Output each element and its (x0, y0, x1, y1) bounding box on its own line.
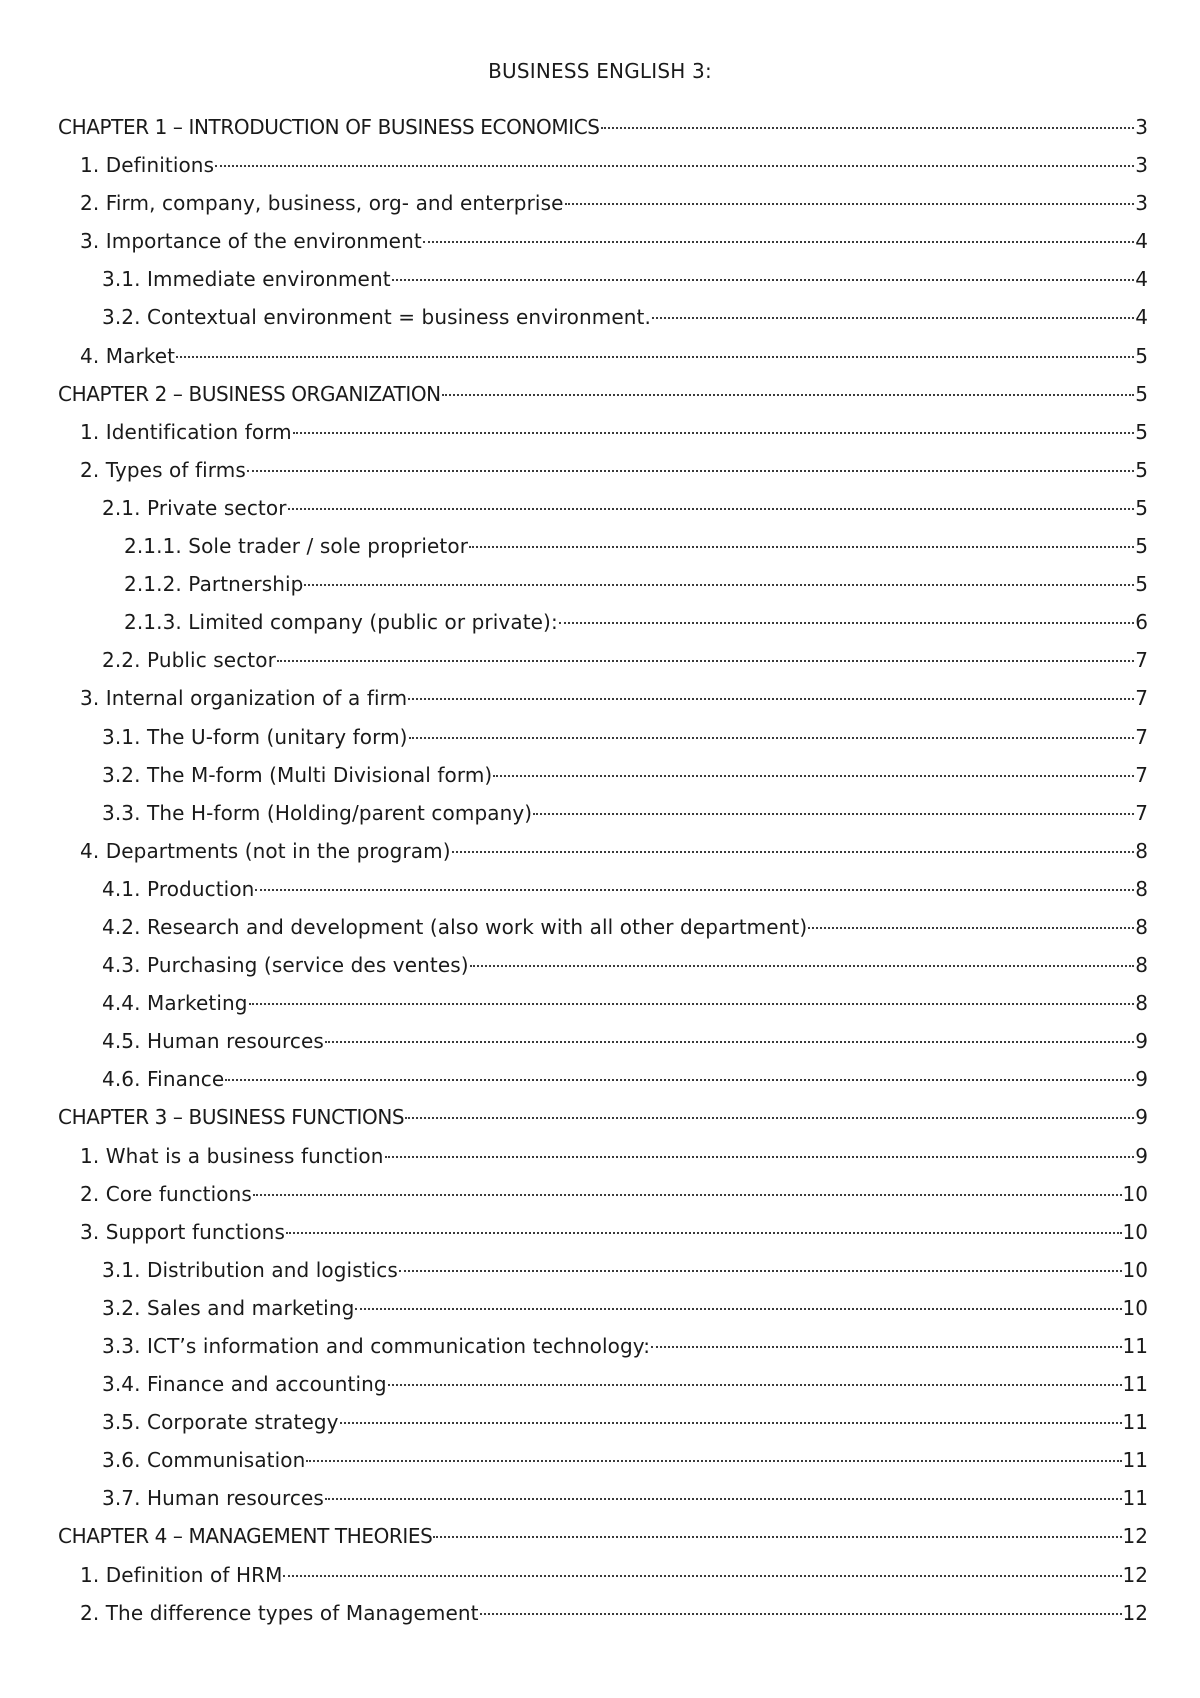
dot-leader (493, 756, 1134, 782)
toc-entry-text: 3.1. Immediate environment (102, 267, 391, 292)
toc-page-number: 5 (1135, 572, 1148, 597)
toc-page-number: 8 (1135, 876, 1148, 901)
toc-entry-text: 3.7. Human resources (102, 1486, 324, 1511)
toc-entry-text: 1. Identification form (80, 419, 292, 444)
toc-entry-text: 3.2. Sales and marketing (102, 1295, 355, 1320)
toc-entry[interactable] (58, 870, 1148, 908)
toc-entry-text: 2.2. Public sector (102, 648, 276, 673)
toc-page-number: 5 (1135, 343, 1148, 368)
toc-entry[interactable] (58, 908, 1148, 946)
toc-entry-text: 2. The difference types of Management (80, 1600, 479, 1625)
dot-leader (293, 413, 1135, 439)
toc-entry[interactable] (58, 1251, 1148, 1289)
toc-entry-text: CHAPTER 2 – BUSINESS ORGANIZATION (58, 381, 441, 406)
toc-entry[interactable] (58, 679, 1148, 717)
toc-chapter-entry[interactable] (58, 108, 1148, 146)
toc-page-number: 5 (1135, 419, 1148, 444)
dot-leader (283, 1556, 1121, 1582)
dot-leader (533, 794, 1134, 820)
toc-page-number: 9 (1135, 1143, 1148, 1168)
toc-page-number: 9 (1135, 1105, 1148, 1130)
toc-entry-text: 1. Definition of HRM (80, 1562, 283, 1587)
toc-entry[interactable] (58, 1556, 1148, 1594)
toc-page-number: 11 (1122, 1486, 1148, 1511)
toc-page-number: 3 (1135, 191, 1148, 216)
toc-page-number: 4 (1135, 229, 1148, 254)
toc-entry-text: 4.2. Research and development (also work with all other department) (102, 914, 808, 939)
toc-page-number: 8 (1135, 838, 1148, 863)
toc-entry-text: 4. Market (80, 343, 176, 368)
toc-page-number: 7 (1135, 762, 1148, 787)
dot-leader (225, 1060, 1134, 1086)
dot-leader (559, 603, 1134, 629)
toc-entry-text: 3.3. The H-form (Holding/parent company) (102, 800, 533, 825)
toc-entry[interactable] (58, 1060, 1148, 1098)
toc-page-number: 9 (1135, 1029, 1148, 1054)
toc-page-number: 12 (1122, 1562, 1148, 1587)
dot-leader (277, 641, 1134, 667)
toc-entry-text: CHAPTER 3 – BUSINESS FUNCTIONS (58, 1105, 405, 1130)
toc-page-number: 12 (1122, 1524, 1148, 1549)
dot-leader (399, 1251, 1122, 1277)
toc-entry[interactable] (58, 337, 1148, 375)
toc-entry[interactable] (58, 1441, 1148, 1479)
toc-entry-text: 1. Definitions (80, 153, 215, 178)
toc-entry[interactable] (58, 146, 1148, 184)
toc-entry[interactable] (58, 565, 1148, 603)
dot-leader (423, 222, 1134, 248)
dot-leader (385, 1137, 1135, 1163)
toc-entry[interactable] (58, 718, 1148, 756)
toc-page-number: 10 (1122, 1219, 1148, 1244)
dot-leader (652, 298, 1134, 324)
toc-entry-text: 3.4. Finance and accounting (102, 1372, 387, 1397)
dot-leader (409, 718, 1135, 744)
dot-leader (470, 946, 1135, 972)
table-of-contents (58, 108, 1148, 1632)
toc-entry-text: 3.3. ICT’s information and communication technology: (102, 1334, 651, 1358)
toc-entry[interactable] (58, 1213, 1148, 1251)
dot-leader (247, 451, 1134, 477)
toc-page-number: 11 (1122, 1448, 1148, 1473)
dot-leader (469, 527, 1134, 553)
toc-entry[interactable] (58, 1403, 1148, 1441)
toc-entry[interactable] (58, 1022, 1148, 1060)
toc-entry-text: 2. Types of firms (80, 457, 246, 482)
toc-entry-text: 2. Firm, company, business, org- and enterprise (80, 191, 564, 216)
dot-leader (808, 908, 1134, 934)
toc-page-number: 9 (1135, 1067, 1148, 1092)
toc-page-number: 5 (1135, 534, 1148, 559)
toc-entry-text: 3. Support functions (80, 1219, 285, 1244)
toc-entry-text: CHAPTER 1 – INTRODUCTION OF BUSINESS ECONOMICS (58, 115, 600, 139)
toc-page-number: 5 (1135, 457, 1148, 482)
toc-entry-text: 3. Importance of the environment (80, 229, 422, 254)
toc-entry[interactable] (58, 527, 1148, 565)
toc-page-number: 12 (1122, 1600, 1148, 1625)
dot-leader (442, 375, 1135, 401)
toc-entry[interactable] (58, 1137, 1148, 1175)
toc-entry-text: 2. Core functions (80, 1181, 252, 1206)
dot-leader (355, 1289, 1121, 1315)
toc-entry[interactable] (58, 1175, 1148, 1213)
dot-leader (286, 1213, 1122, 1239)
toc-entry[interactable] (58, 222, 1148, 260)
toc-entry[interactable] (58, 1479, 1148, 1517)
toc-entry-text: 3.1. The U-form (unitary form) (102, 724, 408, 749)
toc-page-number: 11 (1122, 1334, 1148, 1358)
toc-entry[interactable] (58, 603, 1148, 641)
document-title: BUSINESS ENGLISH 3: (488, 59, 712, 83)
toc-page-number: 3 (1135, 153, 1148, 178)
toc-entry-text: 4.4. Marketing (102, 991, 248, 1016)
dot-leader (433, 1517, 1121, 1543)
dot-leader (408, 679, 1134, 705)
dot-leader (304, 565, 1134, 591)
toc-page-number: 7 (1135, 724, 1148, 749)
toc-entry[interactable] (58, 413, 1148, 451)
dot-leader (565, 184, 1135, 210)
toc-entry-text: 4.3. Purchasing (service des ventes) (102, 953, 469, 978)
toc-page-number: 11 (1122, 1410, 1148, 1435)
toc-entry[interactable] (58, 641, 1148, 679)
toc-page-number: 5 (1135, 381, 1148, 406)
toc-page-number: 7 (1135, 800, 1148, 825)
dot-leader (480, 1594, 1122, 1620)
toc-page-number: 7 (1135, 686, 1148, 711)
toc-entry[interactable] (58, 260, 1148, 298)
toc-chapter-entry[interactable] (58, 1098, 1148, 1136)
toc-entry[interactable] (58, 756, 1148, 794)
toc-entry-text: 4. Departments (not in the program) (80, 838, 451, 863)
toc-page-number: 7 (1135, 648, 1148, 673)
toc-entry[interactable] (58, 1289, 1148, 1327)
toc-entry-text: 3.2. The M-form (Multi Divisional form) (102, 762, 493, 787)
toc-page-number: 4 (1135, 305, 1148, 330)
toc-page-number: 3 (1135, 115, 1148, 139)
toc-entry-text: 3.6. Communisation (102, 1448, 306, 1473)
toc-entry[interactable] (58, 451, 1148, 489)
toc-page-number: 10 (1122, 1295, 1148, 1320)
toc-entry-text: 1. What is a business function (80, 1143, 384, 1168)
dot-leader (601, 108, 1135, 134)
toc-page-number: 11 (1122, 1372, 1148, 1397)
dot-leader (306, 1441, 1121, 1467)
toc-page-number: 10 (1122, 1257, 1148, 1282)
toc-entry-text: 2.1.1. Sole trader / sole proprietor (124, 534, 469, 559)
toc-entry-text: 4.5. Human resources (102, 1029, 324, 1054)
toc-entry-text: 4.6. Finance (102, 1067, 225, 1092)
toc-entry[interactable] (58, 1327, 1148, 1365)
toc-entry-text: 4.1. Production (102, 876, 255, 901)
toc-entry-text: 2.1.3. Limited company (public or private): (124, 610, 558, 635)
dot-leader (249, 984, 1135, 1010)
toc-page-number: 6 (1135, 610, 1148, 635)
dot-leader (388, 1365, 1122, 1391)
toc-page-number: 4 (1135, 267, 1148, 292)
dot-leader (255, 870, 1134, 896)
toc-entry-text: 3.5. Corporate strategy (102, 1410, 339, 1435)
toc-entry[interactable] (58, 489, 1148, 527)
toc-page-number: 8 (1135, 991, 1148, 1016)
dot-leader (253, 1175, 1122, 1201)
toc-entry-text: 3.1. Distribution and logistics (102, 1257, 398, 1282)
toc-entry[interactable] (58, 794, 1148, 832)
toc-entry-text: 3. Internal organization of a firm (80, 686, 408, 711)
toc-page-number: 10 (1122, 1181, 1148, 1206)
toc-entry[interactable] (58, 984, 1148, 1022)
dot-leader (215, 146, 1134, 172)
toc-entry-text: CHAPTER 4 – MANAGEMENT THEORIES (58, 1524, 433, 1549)
toc-entry[interactable] (58, 832, 1148, 870)
toc-page-number: 8 (1135, 914, 1148, 939)
toc-page-number: 5 (1135, 495, 1148, 520)
dot-leader (452, 832, 1135, 858)
toc-chapter-entry[interactable] (58, 375, 1148, 413)
toc-page-number: 8 (1135, 953, 1148, 978)
toc-entry[interactable] (58, 946, 1148, 984)
dot-leader (288, 489, 1135, 515)
toc-entry-text: 2.1.2. Partnership (124, 572, 304, 597)
toc-entry[interactable] (58, 1365, 1148, 1403)
dot-leader (405, 1098, 1134, 1124)
dot-leader (340, 1403, 1122, 1429)
toc-entry-text: 3.2. Contextual environment = business environment. (102, 305, 651, 330)
toc-entry[interactable] (58, 298, 1148, 336)
dot-leader (392, 260, 1135, 286)
dot-leader (176, 337, 1134, 363)
dot-leader (325, 1479, 1122, 1505)
dot-leader (325, 1022, 1134, 1048)
toc-chapter-entry[interactable] (58, 1517, 1148, 1555)
toc-entry[interactable] (58, 1594, 1148, 1632)
toc-entry[interactable] (58, 184, 1148, 222)
dot-leader (651, 1327, 1121, 1353)
toc-entry-text: 2.1. Private sector (102, 495, 287, 520)
